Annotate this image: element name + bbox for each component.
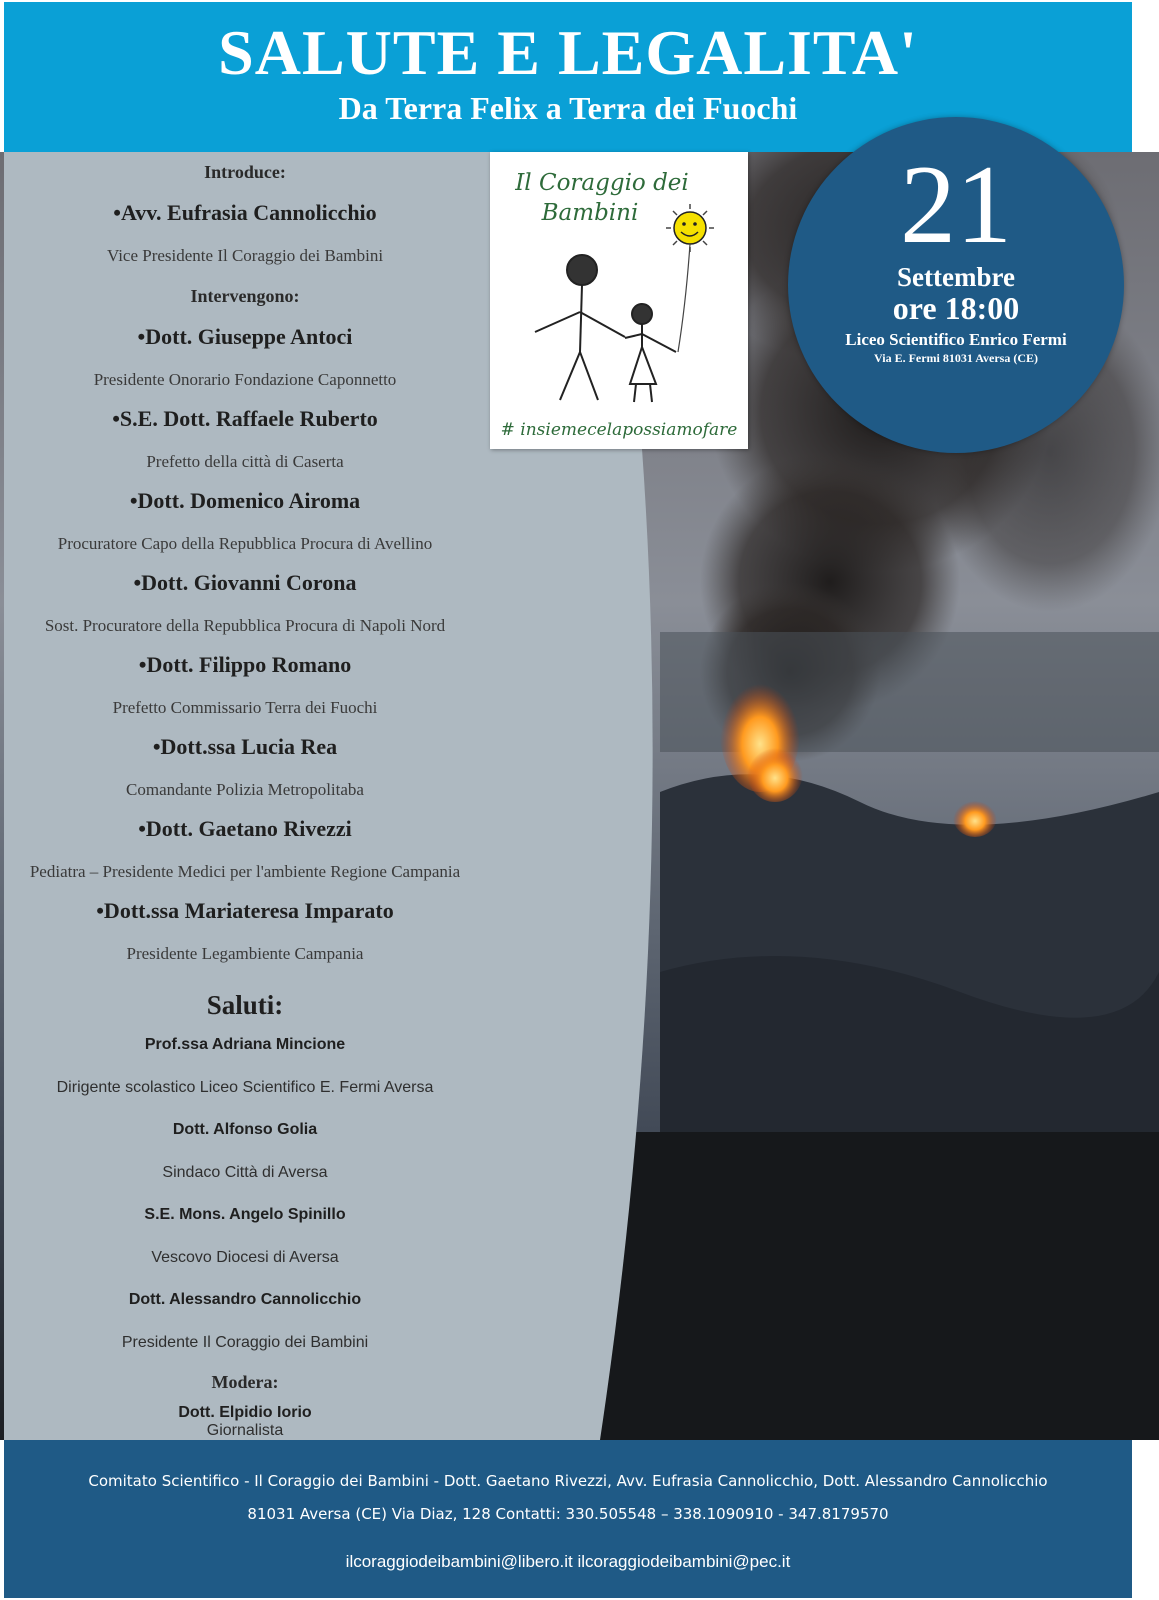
logo-hashtag: # insiemecelapossiamofare	[500, 420, 738, 440]
event-month: Settembre	[897, 262, 1015, 292]
speaker-name: •Dott.ssa Mariateresa Imparato	[96, 898, 394, 923]
intervengono-label: Intervengono:	[190, 286, 300, 306]
speaker-name: •Dott. Gaetano Rivezzi	[138, 816, 352, 841]
footer-contacts: 81031 Aversa (CE) Via Diaz, 128 Contatti: 330.505548 – 338.1090910 - 347.8179570	[247, 1505, 889, 1523]
moderator-name: Dott. Elpidio Iorio	[178, 1404, 312, 1421]
speaker-name: •Dott. Filippo Romano	[138, 652, 352, 677]
event-day: 21	[900, 143, 1012, 267]
footer	[4, 1440, 1132, 1598]
speaker-name: •Dott. Giovanni Corona	[133, 570, 357, 595]
poster-subtitle: Da Terra Felix a Terra dei Fuochi	[338, 90, 798, 126]
footer-emails: ilcoraggiodeibambini@libero.it ilcoraggiodeibambini@pec.it	[345, 1552, 791, 1571]
poster-title: SALUTE E LEGALITA'	[218, 17, 918, 88]
saluti-role: Vescovo Diocesi di Aversa	[151, 1249, 339, 1266]
saluti-name: Dott. Alfonso Golia	[172, 1121, 318, 1138]
logo-title-line1: Il Coraggio dei	[515, 170, 689, 196]
introducer-role: Vice Presidente Il Coraggio dei Bambini	[106, 246, 384, 265]
speaker-role: Sost. Procuratore della Repubblica Procura di Napoli Nord	[44, 616, 446, 635]
footer-committee: Comitato Scientifico - Il Coraggio dei Bambini - Dott. Gaetano Rivezzi, Avv. Eufrasia Cannolicchio, Dott. Alessandro Cannolicchio	[88, 1472, 1048, 1490]
speaker-role: Prefetto della città di Caserta	[146, 452, 344, 471]
modera-label: Modera:	[211, 1372, 279, 1392]
speaker-name: •Dott. Giuseppe Antoci	[137, 324, 353, 349]
saluti-name: Prof.ssa Adriana Mincione	[144, 1036, 346, 1053]
event-address: Via E. Fermi 81031 Aversa (CE)	[874, 351, 1038, 365]
speaker-role: Presidente Legambiente Campania	[126, 944, 364, 963]
speaker-name: •Dott. Domenico Airoma	[129, 488, 361, 513]
speaker-role: Comandante Polizia Metropolitaba	[126, 780, 364, 799]
saluti-role: Presidente Il Coraggio dei Bambini	[121, 1334, 369, 1351]
saluti-name: S.E. Mons. Angelo Spinillo	[144, 1206, 346, 1223]
speaker-name: •Dott.ssa Lucia Rea	[152, 734, 338, 759]
speaker-role: Procuratore Capo della Repubblica Procura di Avellino	[57, 534, 433, 553]
speaker-role: Pediatra – Presidente Medici per l'ambiente Regione Campania	[29, 862, 461, 881]
logo-title-line2: Bambini	[541, 200, 639, 226]
speaker-role: Prefetto Commissario Terra dei Fuochi	[112, 698, 378, 717]
event-time: ore 18:00	[892, 290, 1020, 326]
saluti-role: Sindaco Città di Aversa	[162, 1164, 328, 1181]
saluti-name: Dott. Alessandro Cannolicchio	[128, 1291, 362, 1308]
saluti-role: Dirigente scolastico Liceo Scientifico E. Fermi Aversa	[56, 1079, 434, 1096]
moderator-role: Giornalista	[206, 1422, 284, 1439]
speaker-role: Presidente Onorario Fondazione Caponnetto	[93, 370, 397, 389]
event-date-badge	[788, 117, 1124, 453]
introducer-name: •Avv. Eufrasia Cannolicchio	[113, 200, 377, 225]
event-venue: Liceo Scientifico Enrico Fermi	[845, 330, 1067, 349]
introduce-label: Introduce:	[204, 162, 286, 182]
saluti-heading: Saluti:	[206, 990, 284, 1020]
speaker-name: •S.E. Dott. Raffaele Ruberto	[112, 406, 378, 431]
